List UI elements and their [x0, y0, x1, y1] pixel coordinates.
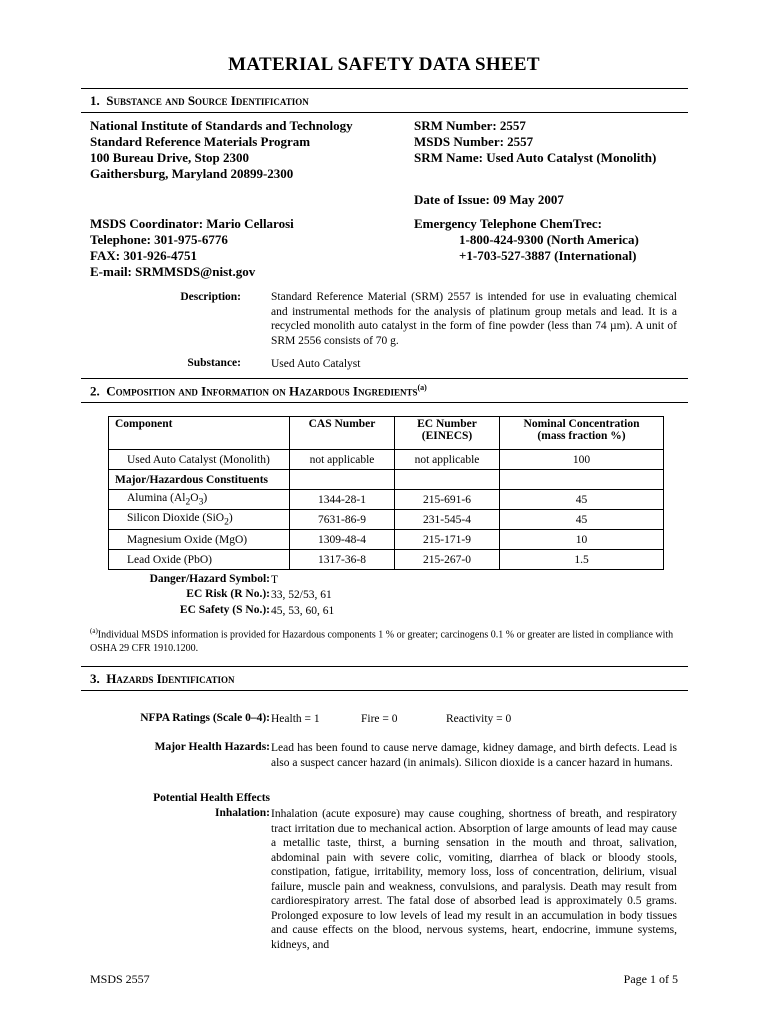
organization-address	[90, 118, 353, 182]
header-ec-line1: EC Number	[417, 418, 477, 430]
telephone: Telephone: 301-975-6776	[90, 232, 228, 247]
table-row	[109, 490, 664, 510]
cell-empty	[500, 470, 664, 490]
section-1-title: Substance and Source Identification	[106, 93, 309, 108]
cell-component: Lead Oxide (PbO)	[109, 550, 290, 570]
header-cas: CAS Number	[290, 417, 395, 450]
srm-identification	[414, 118, 656, 166]
nfpa-health: Health = 1	[271, 713, 320, 725]
substance-label: Substance:	[187, 357, 241, 369]
fax: FAX: 301-926-4751	[90, 248, 197, 263]
cell-component: Used Auto Catalyst (Monolith)	[109, 450, 290, 470]
section-1-number: 1.	[90, 93, 100, 108]
table-row	[109, 510, 664, 530]
table-subheading-row	[109, 470, 664, 490]
cell-concentration: 100	[500, 450, 664, 470]
cell-empty	[395, 470, 500, 490]
inhalation-label: Inhalation:	[215, 807, 270, 819]
header-concentration	[500, 417, 664, 450]
cell-cas: 1317-36-8	[290, 550, 395, 570]
table-row	[109, 550, 664, 570]
table-row	[109, 450, 664, 470]
section-2-heading	[90, 383, 427, 399]
section-2-title: Composition and Information on Hazardous Ingredients	[106, 383, 418, 399]
description-label: Description:	[180, 291, 241, 303]
section-3-number: 3.	[90, 671, 100, 686]
nfpa-reactivity: Reactivity = 0	[446, 713, 512, 725]
ec-risk-label: EC Risk (R No.):	[186, 588, 270, 600]
coordinator-contact	[90, 216, 294, 280]
cell-cas: 7631-86-9	[290, 510, 395, 530]
cell-subheading: Major/Hazardous Constituents	[109, 470, 290, 490]
inhalation-text: Inhalation (acute exposure) may cause coughing, shortness of breath, and respiratory tract irritation due to mechanical action. Absorption of large amounts of lead may cause a metallic taste, thirst, a burning sensation in the mouth and throat, salivation, abdominal pain with severe colic, vomiting, diarrhea of black or bloody stools, constipation, fatigue, irritability, memory loss, loss of concentration, delirium, visual failure, muscle pain and weakness, convulsions, and paralysis. Death may result from cardiorespiratory arrest. The fatal dose of absorbed lead is approximately 0.5 grams. Prolonged exposure to low levels of lead my result in an accumulation in body tissues and cause effects on the blood, nervous systems, heart, endocrine, immune systems, kidneys, and	[271, 808, 677, 951]
cell-ec: not applicable	[395, 450, 500, 470]
danger-symbol-value: T	[271, 574, 279, 586]
section-2-note-mark: (a)	[417, 383, 427, 392]
cell-ec: 215-691-6	[395, 490, 500, 510]
srm-name: SRM Name: Used Auto Catalyst (Monolith)	[414, 150, 657, 165]
msds-coordinator: MSDS Coordinator: Mario Cellarosi	[90, 216, 294, 231]
potential-health-effects-label: Potential Health Effects	[153, 792, 270, 804]
nfpa-fire: Fire = 0	[361, 713, 398, 725]
cell-cas: not applicable	[290, 450, 395, 470]
cell-ec: 215-267-0	[395, 550, 500, 570]
section-2-number: 2.	[90, 383, 100, 399]
org-line: Gaithersburg, Maryland 20899-2300	[90, 166, 294, 181]
footer-page-number: Page 1 of 5	[623, 972, 678, 986]
cell-concentration: 1.5	[500, 550, 664, 570]
table-header-row	[109, 417, 664, 450]
section-rule	[81, 378, 688, 379]
section-3-title: Hazards Identification	[106, 671, 235, 686]
cell-cas: 1344-28-1	[290, 490, 395, 510]
ec-safety-value: 45, 53, 60, 61	[271, 605, 335, 617]
footer-document-id: MSDS 2557	[90, 972, 150, 986]
cell-component: Magnesium Oxide (MgO)	[109, 530, 290, 550]
ec-safety-label: EC Safety (S No.):	[179, 604, 270, 616]
section-rule	[81, 666, 688, 667]
org-line: National Institute of Standards and Technology	[90, 118, 353, 133]
nfpa-label: NFPA Ratings (Scale 0–4):	[140, 712, 270, 724]
cell-component: Alumina $(Al_2O_3)$	[109, 490, 290, 510]
header-ec-line2: (EINECS)	[421, 430, 473, 442]
footnote-text: Individual MSDS information is provided for Hazardous components 1 % or greater; carcinogens 0.1 % or greater are listed in compliance with OSHA 29 CFR 1910.1200.	[90, 629, 674, 655]
org-line: Standard Reference Materials Program	[90, 134, 311, 149]
table-row	[109, 530, 664, 550]
emergency-contact	[414, 216, 639, 264]
section-rule	[81, 690, 688, 691]
header-component: Component	[109, 417, 290, 450]
cell-component: Silicon Dioxide (SiO$_2$)	[109, 510, 290, 530]
srm-number: SRM Number: 2557	[414, 118, 526, 133]
description-text: Standard Reference Material (SRM) 2557 is intended for use in evaluating chemical and instrumental methods for the analysis of platinum group metals and lead. It is a recycled monolith auto catalyst in the form of fine powder (less than 74 µm). A unit of SRM 2556 consists of 70 g.	[271, 291, 677, 347]
msds-number: MSDS Number: 2557	[414, 134, 534, 149]
section-rule	[81, 88, 688, 89]
document-title: MATERIAL SAFETY DATA SHEET	[228, 54, 540, 75]
cell-cas: 1309-48-4	[290, 530, 395, 550]
footnote-mark: (a)	[90, 627, 98, 635]
cell-concentration: 10	[500, 530, 664, 550]
composition-table	[108, 416, 664, 570]
cell-ec: 215-171-9	[395, 530, 500, 550]
emergency-phone-intl: +1-703-527-3887 (International)	[459, 248, 637, 263]
major-health-hazards-text: Lead has been found to cause nerve damage, kidney damage, and birth defects. Lead is also a suspect cancer hazard (in animals). Silicon dioxide is a cancer hazard in humans.	[271, 742, 677, 769]
section-rule	[81, 402, 688, 403]
composition-footnote	[90, 624, 682, 656]
section-3-heading	[90, 671, 235, 687]
danger-symbol-label: Danger/Hazard Symbol:	[149, 573, 270, 585]
substance-value: Used Auto Catalyst	[271, 358, 361, 370]
header-conc-line2: (mass fraction %)	[537, 430, 626, 442]
email: E-mail: SRMMSDS@nist.gov	[90, 264, 256, 279]
org-line: 100 Bureau Drive, Stop 2300	[90, 150, 250, 165]
cell-concentration: 45	[500, 510, 664, 530]
emergency-label: Emergency Telephone ChemTrec:	[414, 216, 602, 231]
emergency-phone-na: 1-800-424-9300 (North America)	[459, 232, 639, 247]
cell-concentration: 45	[500, 490, 664, 510]
major-health-hazards-label: Major Health Hazards:	[154, 741, 270, 753]
section-rule	[81, 112, 688, 113]
cell-ec: 231-545-4	[395, 510, 500, 530]
header-ec	[395, 417, 500, 450]
ec-risk-value: 33, 52/53, 61	[271, 589, 332, 601]
header-conc-line1: Nominal Concentration	[523, 418, 640, 430]
date-of-issue: Date of Issue: 09 May 2007	[414, 192, 564, 207]
section-1-heading	[90, 93, 309, 109]
cell-empty	[290, 470, 395, 490]
